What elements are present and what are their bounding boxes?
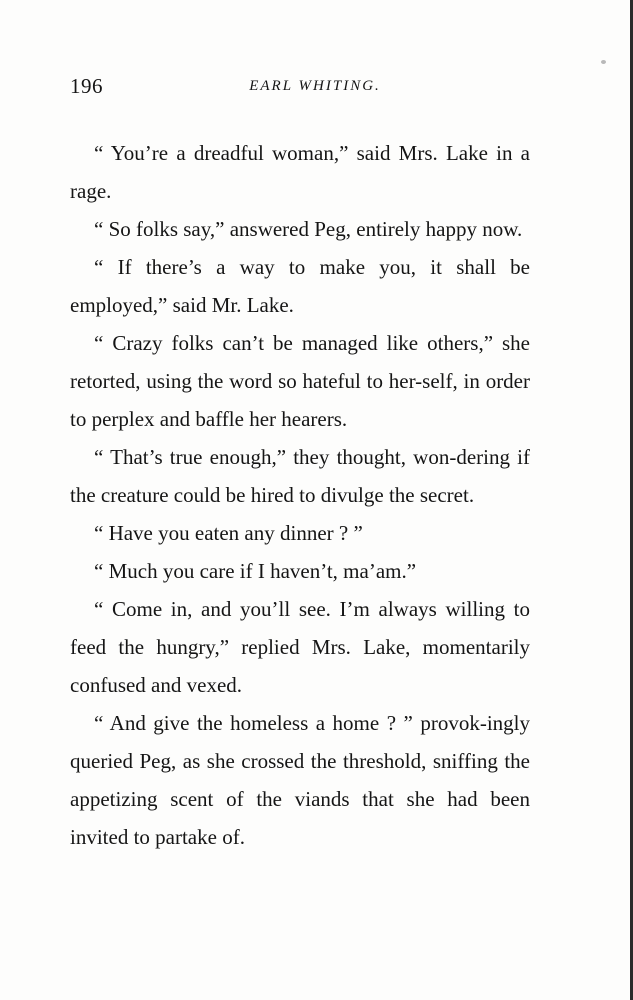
page-header [70,74,530,104]
paragraph: “ You’re a dreadful woman,” said Mrs. Lake in a rage. [70,141,530,203]
paragraph: “ Crazy folks can’t be managed like others,” she retorted, using the word so hateful to her-self, in order to perplex and baffle her hearers. [70,331,530,431]
page-number: 196 [70,74,103,98]
paragraph: “ If there’s a way to make you, it shall be employed,” said Mr. Lake. [70,255,530,317]
body-text [70,134,530,856]
paragraph: “ Much you care if I haven’t, ma’am.” [94,559,417,583]
paragraph: “ So folks say,” answered Peg, entirely happy now. [94,217,523,241]
paragraph: “ Have you eaten any dinner ? ” [94,521,363,545]
paragraph: “ And give the homeless a home ? ” provok-ingly queried Peg, as she crossed the threshold, sniffing the appetizing scent of the viands that she had been invited to partake of. [70,711,530,849]
paragraph: “ That’s true enough,” they thought, won-dering if the creature could be hired to divulge the secret. [70,445,530,507]
paper-speck [601,60,606,64]
paragraph: “ Come in, and you’ll see. I’m always willing to feed the hungry,” replied Mrs. Lake, momentarily confused and vexed. [70,597,530,697]
running-title: EARL WHITING. [249,78,381,94]
